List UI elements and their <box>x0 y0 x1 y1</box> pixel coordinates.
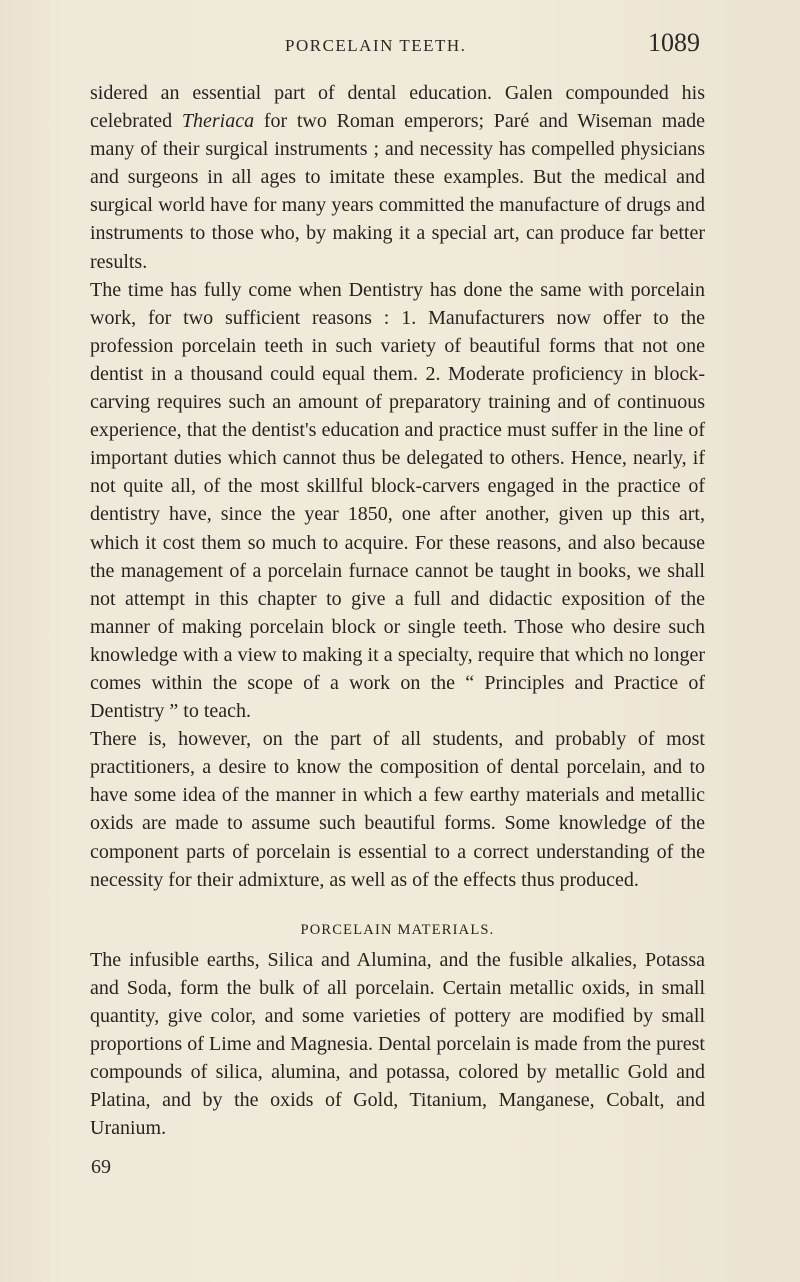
paragraph-1-italic-title: Theriaca <box>181 110 255 133</box>
running-head-title: PORCELAIN TEETH. <box>285 36 467 55</box>
paragraph-3: There is, however, on the part of all students, and probably of most practitioners, a desire to know the composition of dental porcelain, and to have some idea of the manner in which a few earthy materials and metallic oxids are made to assume such beautiful forms. Some knowledge of the component parts of porcelain is essential to a correct understanding of the necessity for their admixture, as well as of the effects thus produced. <box>90 728 705 891</box>
signature-mark: 69 <box>91 1156 111 1178</box>
paragraph-2: The time has fully come when Dentistry has done the same with porcelain work, for two sufficient reasons : 1. Manufacturers now offer to the profession porcelain teeth in such variety of beautiful forms that not one dentist in a thousand could equal them. 2. Moderate proficiency in block-carving requires such an amount of preparatory training and of continuous experience, that the dentist's education and practice must suffer in the line of important duties which cannot thus be delegated to others. Hence, nearly, if not quite all, of the most skillful block-carvers engaged in the practice of dentistry have, since the year 1850, one after another, given up this art, which it cost them so much to acquire. For these reasons, and also because the management of a porcelain furnace cannot be taught in books, we shall not attempt in this chapter to give a full and didactic exposition of the manner of making porcelain block or single teeth. Those who desire such knowledge with a view to making it a specialty, require that which no longer comes within the scope of a work on the “ Principles and Practice of Dentistry ” to teach. <box>90 278 705 723</box>
running-head <box>0 0 800 60</box>
paragraph-1 <box>90 79 705 276</box>
paragraph-1-text-after: for two Roman emperors; Paré and Wiseman made many of their surgical instruments ; and necessity has compelled physicians and surgeons in all ages to imitate these examples. But the medical and surgical world have for many years committed the manufacture of drugs and instruments to those who, by making it a special art, can produce far better results. <box>90 110 705 273</box>
page-number: 1089 <box>648 28 700 57</box>
paragraph-1-text-before: sidered an essential part of dental education. Galen compounded his celebrated <box>90 82 705 133</box>
section-paragraph: The infusible earths, Silica and Alumina, and the fusible alkalies, Potassa and Soda, form the bulk of all porcelain. Certain metallic oxids, in small quantity, give color, and some varieties of pottery are modified by small proportions of Lime and Magnesia. Dental porcelain is made from the purest compounds of silica, alumina, and potassa, colored by metallic Gold and Platina, and by the oxids of Gold, Titanium, Manganese, Cobalt, and Uranium. <box>90 948 705 1140</box>
body-text <box>90 79 705 1142</box>
section-heading: PORCELAIN MATERIALS. <box>300 921 495 938</box>
